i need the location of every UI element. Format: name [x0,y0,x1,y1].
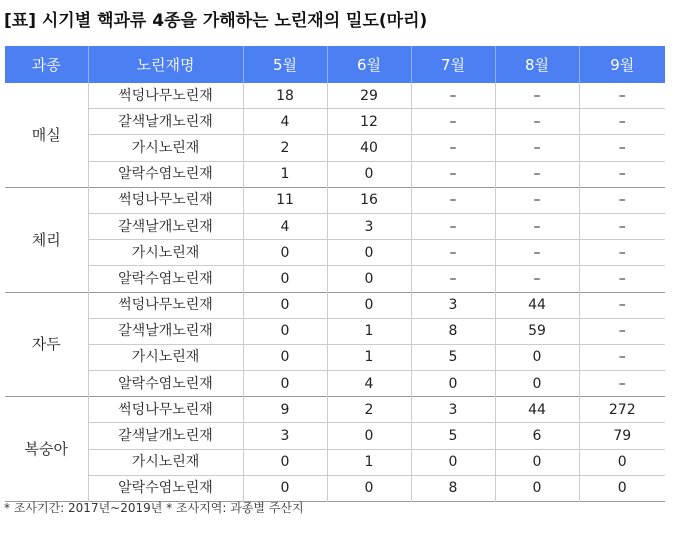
density-value-cell: 0 [495,371,579,397]
density-value-cell: 0 [579,475,665,501]
density-value-cell: – [579,266,665,292]
density-value-cell: – [495,187,579,213]
density-value-cell: 0 [243,266,327,292]
density-value-cell: 3 [327,213,411,239]
density-value-cell: – [411,83,495,109]
density-value-cell: – [579,240,665,266]
density-value-cell: – [411,161,495,187]
density-value-cell: 0 [495,344,579,370]
table-row [5,213,665,239]
pest-name-cell: 알락수염노린재 [88,266,243,292]
density-value-cell: – [579,213,665,239]
density-value-cell: – [579,371,665,397]
density-value-cell: 4 [243,213,327,239]
density-value-cell: – [495,240,579,266]
footnote: * 조사기간: 2017년~2019년 * 조사지역: 과종별 주산지 [4,501,304,515]
density-value-cell: 0 [243,371,327,397]
table-row [5,109,665,135]
table-row [5,318,665,344]
table-row [5,135,665,161]
table-row [5,83,665,109]
density-value-cell: 3 [411,397,495,423]
density-value-cell: 0 [327,423,411,449]
density-value-cell: – [411,187,495,213]
table-row [5,240,665,266]
density-value-cell: 3 [411,292,495,318]
header-june: 6월 [327,46,411,83]
density-value-cell: 40 [327,135,411,161]
table-row [5,344,665,370]
density-value-cell: 0 [411,371,495,397]
density-value-cell: 9 [243,397,327,423]
density-value-cell: 4 [243,109,327,135]
header-september: 9월 [579,46,665,83]
pest-name-cell: 알락수염노린재 [88,161,243,187]
density-value-cell: 11 [243,187,327,213]
density-value-cell: – [579,83,665,109]
density-value-cell: 8 [411,318,495,344]
density-value-cell: 0 [327,161,411,187]
density-value-cell: – [579,292,665,318]
density-value-cell: – [411,266,495,292]
pest-name-cell: 가시노린재 [88,135,243,161]
table-row [5,371,665,397]
table-row [5,397,665,423]
density-value-cell: – [411,213,495,239]
density-value-cell: 2 [327,397,411,423]
density-value-cell: 5 [411,344,495,370]
density-value-cell: 0 [327,266,411,292]
density-value-cell: – [579,135,665,161]
density-value-cell: 1 [243,161,327,187]
density-value-cell: 1 [327,318,411,344]
pest-name-cell: 갈색날개노린재 [88,423,243,449]
header-july: 7월 [411,46,495,83]
density-value-cell: 16 [327,187,411,213]
table-row [5,475,665,501]
density-value-cell: 1 [327,449,411,475]
pest-density-table [5,46,665,502]
density-value-cell: 44 [495,292,579,318]
density-value-cell: 0 [579,449,665,475]
density-value-cell: – [579,187,665,213]
crop-cell: 매실 [31,125,61,144]
density-value-cell: 0 [243,240,327,266]
density-value-cell: 6 [495,423,579,449]
density-value-cell: – [495,213,579,239]
crop-cell: 자두 [5,292,88,397]
density-value-cell: 272 [579,397,665,423]
density-value-cell: – [579,161,665,187]
density-value-cell: – [411,109,495,135]
pest-name-cell: 썩덩나무노린재 [88,83,243,109]
density-value-cell: 44 [495,397,579,423]
table-row [5,292,665,318]
density-value-cell: 1 [327,344,411,370]
pest-name-cell: 썩덩나무노린재 [88,397,243,423]
table-row [5,161,665,187]
crop-cell: 체리 [5,187,88,292]
density-value-cell: – [579,109,665,135]
table-row [5,449,665,475]
pest-name-cell: 썩덩나무노린재 [88,187,243,213]
header-row [5,46,665,83]
density-value-cell: – [495,135,579,161]
pest-name-cell: 갈색날개노린재 [88,318,243,344]
pest-name-cell: 갈색날개노린재 [88,213,243,239]
density-value-cell: 4 [327,371,411,397]
density-value-cell: 0 [327,475,411,501]
table-title: [표] 시기별 핵과류 4종을 가해하는 노린재의 밀도(마리) [4,11,428,31]
header-crop: 과종 [5,46,88,83]
table-body [5,83,665,502]
pest-name-cell: 알락수염노린재 [88,475,243,501]
pest-name-cell: 갈색날개노린재 [88,109,243,135]
density-value-cell: 5 [411,423,495,449]
density-value-cell: – [495,266,579,292]
density-value-cell: 59 [495,318,579,344]
density-value-cell: – [495,109,579,135]
density-value-cell: – [495,161,579,187]
density-value-cell: 0 [243,318,327,344]
density-value-cell: 79 [579,423,665,449]
density-value-cell: – [495,83,579,109]
density-value-cell: 29 [327,83,411,109]
table-row [5,266,665,292]
pest-name-cell: 가시노린재 [88,344,243,370]
crop-cell: 복숭아 [5,397,88,502]
density-value-cell: 0 [327,240,411,266]
density-value-cell: 0 [243,344,327,370]
pest-name-cell: 가시노린재 [88,449,243,475]
density-value-cell: 8 [411,475,495,501]
density-value-cell: 18 [243,83,327,109]
table-row [5,423,665,449]
pest-name-cell: 썩덩나무노린재 [88,292,243,318]
density-value-cell: 2 [243,135,327,161]
table-row [5,187,665,213]
density-value-cell: 0 [243,449,327,475]
density-value-cell: 0 [243,475,327,501]
density-value-cell: 3 [243,423,327,449]
density-value-cell: 0 [243,292,327,318]
density-value-cell: – [579,318,665,344]
density-value-cell: 0 [495,475,579,501]
density-value-cell: 0 [495,449,579,475]
density-value-cell: 0 [411,449,495,475]
header-august: 8월 [495,46,579,83]
header-may: 5월 [243,46,327,83]
density-value-cell: 12 [327,109,411,135]
header-pest-name: 노린재명 [88,46,243,83]
density-value-cell: 0 [327,292,411,318]
density-value-cell: – [579,344,665,370]
pest-name-cell: 가시노린재 [88,240,243,266]
density-value-cell: – [411,240,495,266]
pest-name-cell: 알락수염노린재 [88,371,243,397]
density-value-cell: – [411,135,495,161]
